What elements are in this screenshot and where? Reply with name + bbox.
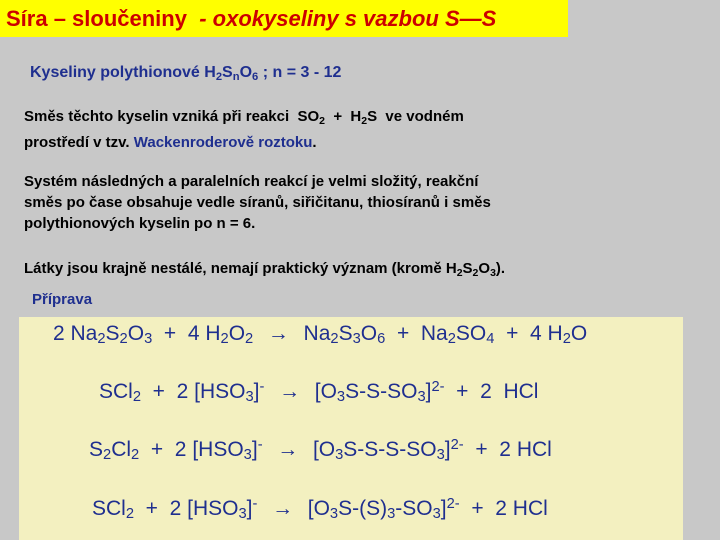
- text: Látky jsou krajně nestálé, nemají praktický význam (kromě H: [24, 260, 457, 277]
- subscript: 3: [335, 447, 344, 463]
- paragraph-line: [24, 106, 464, 132]
- subscript: 2: [330, 331, 339, 347]
- eq-text: S-S-SO: [345, 380, 418, 403]
- paragraph-line: [24, 132, 464, 153]
- eq-text: + 4 H: [152, 322, 221, 345]
- subscript: 3: [387, 506, 396, 522]
- eq-text: S-(S): [338, 497, 388, 520]
- text: S ve vodném: [367, 108, 464, 125]
- text: .: [312, 134, 317, 151]
- eq-text: + Na: [385, 322, 448, 345]
- superscript: 2-: [431, 379, 445, 395]
- eq-text: [O: [307, 497, 330, 520]
- superscript: -: [259, 379, 265, 395]
- subtitle-polythionic-acids: [30, 64, 341, 83]
- eq-text: ]: [253, 380, 260, 403]
- paragraph-line: Systém následných a paralelních reakcí je velmi složitý, reakční: [24, 173, 479, 190]
- eq-text: + 2 [HSO: [141, 380, 246, 403]
- subscript: 2: [319, 115, 325, 127]
- text: ).: [495, 260, 506, 277]
- subscript: 3: [436, 447, 445, 463]
- eq-text: O: [228, 322, 246, 345]
- eq-text: [O: [312, 438, 336, 461]
- wackenroder-term: Wackenroderově roztoku: [133, 134, 313, 151]
- eq-text: SCl: [99, 380, 133, 403]
- subtitle-text: Kyseliny polythionové H: [30, 64, 216, 81]
- subscript: 2: [132, 389, 142, 405]
- paragraph-wackenroder: [24, 106, 464, 153]
- superscript: 2-: [446, 496, 460, 512]
- subscript: 3: [243, 447, 252, 463]
- subscript: 2: [119, 331, 128, 347]
- subscript: 3: [352, 331, 361, 347]
- eq-text: ]: [425, 380, 432, 403]
- eq-text: S-S-S-SO: [343, 438, 437, 461]
- text: + H: [324, 108, 362, 125]
- superscript: -: [257, 437, 263, 453]
- title-main: Síra – sloučeniny: [6, 6, 187, 31]
- eq-text: Cl: [111, 438, 132, 461]
- eq-text: O: [360, 322, 378, 345]
- subscript: 3: [432, 506, 441, 522]
- subscript: 2: [472, 267, 479, 279]
- title-sub: - oxokyseliny s vazbou S—S: [199, 6, 497, 31]
- subscript: 2: [447, 331, 456, 347]
- text: prostředí v tzv.: [24, 134, 134, 151]
- equation-3: [89, 437, 552, 463]
- reaction-arrow-icon: →: [272, 497, 294, 520]
- subtitle-text: ; n = 3 - 12: [258, 64, 342, 81]
- paragraph-instability: [24, 258, 505, 284]
- subtitle-text: S: [222, 64, 233, 81]
- subscript: 6: [252, 71, 259, 83]
- superscript: -: [252, 496, 258, 512]
- reaction-arrow-icon: →: [267, 322, 289, 345]
- eq-text: SO: [455, 322, 487, 345]
- eq-text: S: [105, 322, 120, 345]
- subscript: 2: [220, 331, 229, 347]
- eq-text: 2 Na: [53, 322, 98, 345]
- subscript: 2: [562, 331, 571, 347]
- eq-text: + 2 HCl: [463, 438, 552, 461]
- eq-text: S: [338, 322, 353, 345]
- subscript: 3: [238, 506, 247, 522]
- subscript: n: [232, 71, 240, 83]
- paragraph-line: polythionových kyselin po n = 6.: [24, 215, 256, 232]
- eq-text: + 2 HCl: [459, 497, 548, 520]
- equation-2: [99, 379, 538, 405]
- subscript: 2: [131, 447, 140, 463]
- superscript: 2-: [450, 437, 464, 453]
- eq-text: ]: [251, 438, 258, 461]
- eq-text: ]: [246, 497, 253, 520]
- eq-text: -SO: [395, 497, 433, 520]
- text: Směs těchto kyselin vzniká při reakci SO: [24, 108, 320, 125]
- reaction-arrow-icon: →: [277, 438, 299, 461]
- subscript: 2: [103, 447, 112, 463]
- eq-text: + 2 [HSO: [134, 497, 239, 520]
- subscript: 2: [125, 506, 135, 522]
- reaction-arrow-icon: →: [279, 380, 301, 403]
- eq-text: + 2 [HSO: [139, 438, 244, 461]
- eq-text: O: [127, 322, 145, 345]
- eq-text: Na: [303, 322, 331, 345]
- eq-text: ]: [444, 438, 451, 461]
- subscript: 3: [144, 331, 153, 347]
- subscript: 3: [329, 506, 339, 522]
- eq-text: O: [570, 322, 588, 345]
- subscript: 2: [456, 267, 463, 279]
- section-label-priprava: Příprava: [32, 291, 93, 308]
- paragraph-line: směs po čase obsahuje vedle síranů, siřičitanu, thiosíranů i směs: [24, 194, 491, 211]
- subscript: 4: [486, 331, 495, 347]
- eq-text: [O: [314, 380, 337, 403]
- subscript: 3: [490, 267, 496, 279]
- subscript: 3: [417, 389, 426, 405]
- equation-1: [53, 322, 587, 347]
- eq-text: + 2 HCl: [444, 380, 539, 403]
- subscript: 2: [215, 71, 223, 83]
- eq-text: S: [89, 438, 104, 461]
- subscript: 3: [336, 389, 346, 405]
- subscript: 2: [245, 331, 254, 347]
- subscript: 2: [361, 115, 368, 127]
- subscript: 6: [377, 331, 386, 347]
- text: S: [462, 260, 473, 277]
- subscript: 2: [97, 331, 106, 347]
- slide-title: [0, 0, 568, 37]
- text: O: [478, 260, 491, 277]
- subtitle-text: O: [239, 64, 253, 81]
- paragraph-reaction-system: [24, 171, 491, 234]
- subscript: 3: [245, 389, 254, 405]
- eq-text: + 4 H: [494, 322, 563, 345]
- eq-text: ]: [440, 497, 447, 520]
- equation-4: [92, 496, 548, 522]
- eq-text: SCl: [92, 497, 126, 520]
